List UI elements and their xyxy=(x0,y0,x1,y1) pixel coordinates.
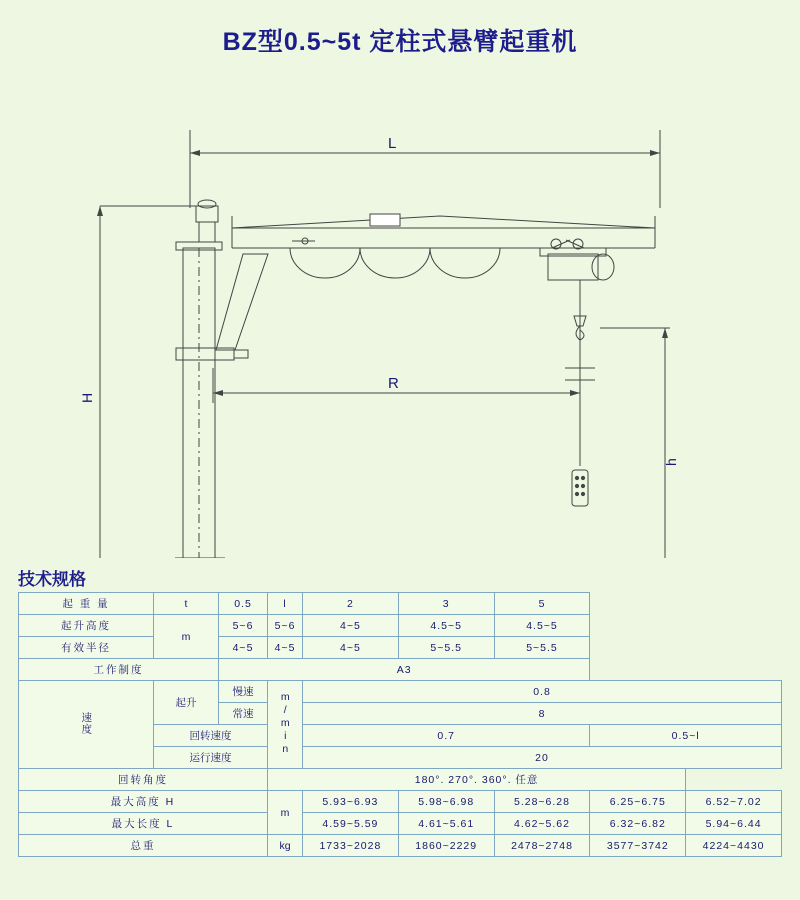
section-title-specs: 技术规格 xyxy=(18,570,86,589)
cell-value: 5.94~6.44 xyxy=(686,813,782,835)
cell-value: 0.5 xyxy=(219,593,268,615)
table-row xyxy=(19,615,782,637)
row-label-slew-speed: 回转速度 xyxy=(154,725,268,747)
row-label-capacity: 起 重 量 xyxy=(19,593,154,615)
cell-value-duty: A3 xyxy=(219,659,590,681)
cell-value: 4.59~5.59 xyxy=(303,813,399,835)
cell-value: 6.25~6.75 xyxy=(590,791,686,813)
crane-diagram xyxy=(0,58,800,558)
cell-value: 1860~2229 xyxy=(398,835,494,857)
cell-value: 3 xyxy=(398,593,494,615)
spec-table xyxy=(18,592,782,857)
cell-value: 6.52~7.02 xyxy=(686,791,782,813)
cell-value-travel: 20 xyxy=(303,747,782,769)
cell-value-slew-angle: 180°. 270°. 360°. 任意 xyxy=(268,769,686,791)
row-unit-kg: kg xyxy=(268,835,303,857)
cell-value: 5.28~6.28 xyxy=(494,791,590,813)
table-row xyxy=(19,813,782,835)
row-unit-mmin: m/min xyxy=(268,681,303,769)
page-title: BZ型0.5~5t 定柱式悬臂起重机 xyxy=(222,28,578,56)
row-label-speed: 速度 xyxy=(19,681,154,769)
row-label-max-length: 最大长度 L xyxy=(19,813,268,835)
table-row xyxy=(19,835,782,857)
cell-value: 4.5~5 xyxy=(494,615,590,637)
cell-value-normal: 8 xyxy=(303,703,782,725)
row-unit-meter2: m xyxy=(268,791,303,835)
row-label-max-height: 最大高度 H xyxy=(19,791,268,813)
cell-value: 5 xyxy=(494,593,590,615)
cell-value: 4.61~5.61 xyxy=(398,813,494,835)
row-unit-capacity: t xyxy=(154,593,219,615)
row-label-slew-angle: 回转角度 xyxy=(19,769,268,791)
cell-value-slew-b: 0.5~l xyxy=(590,725,782,747)
table-row xyxy=(19,681,782,703)
crane-drawing-svg xyxy=(0,58,800,558)
cell-value: 5~6 xyxy=(268,615,303,637)
dim-label-H: H xyxy=(79,392,95,403)
row-label-hoist: 起升 xyxy=(154,681,219,725)
row-label-travel-speed: 运行速度 xyxy=(154,747,268,769)
cell-value: 4~5 xyxy=(303,615,399,637)
row-label-total-weight: 总重 xyxy=(19,835,268,857)
cell-value: 5.93~6.93 xyxy=(303,791,399,813)
table-row xyxy=(19,593,782,615)
cell-value-slow: 0.8 xyxy=(303,681,782,703)
dim-label-L: L xyxy=(388,135,397,152)
row-label-radius: 有效半径 xyxy=(19,637,154,659)
cell-value: 1733~2028 xyxy=(303,835,399,857)
cell-value: 5~5.5 xyxy=(494,637,590,659)
row-label-slow: 慢速 xyxy=(219,681,268,703)
dim-label-h: h xyxy=(663,458,679,466)
cell-value-slew-a: 0.7 xyxy=(303,725,590,747)
row-unit-meter: m xyxy=(154,615,219,659)
cell-value: 4224~4430 xyxy=(686,835,782,857)
cell-value: 6.32~6.82 xyxy=(590,813,686,835)
cell-value: l xyxy=(268,593,303,615)
cell-value: 4~5 xyxy=(268,637,303,659)
row-label-lift-height: 起升高度 xyxy=(19,615,154,637)
table-row xyxy=(19,791,782,813)
table-row xyxy=(19,659,782,681)
cell-value: 3577~3742 xyxy=(590,835,686,857)
cell-value: 2478~2748 xyxy=(494,835,590,857)
cell-value: 5~5.5 xyxy=(398,637,494,659)
table-row xyxy=(19,769,782,791)
row-label-normal: 常速 xyxy=(219,703,268,725)
cell-value: 2 xyxy=(303,593,399,615)
cell-value: 5~6 xyxy=(219,615,268,637)
cell-value: 4.5~5 xyxy=(398,615,494,637)
dim-label-R: R xyxy=(388,375,399,392)
cell-value: 4~5 xyxy=(219,637,268,659)
cell-value: 5.98~6.98 xyxy=(398,791,494,813)
cell-value: 4.62~5.62 xyxy=(494,813,590,835)
cell-value: 4~5 xyxy=(303,637,399,659)
table-row xyxy=(19,637,782,659)
row-label-duty: 工作制度 xyxy=(19,659,219,681)
